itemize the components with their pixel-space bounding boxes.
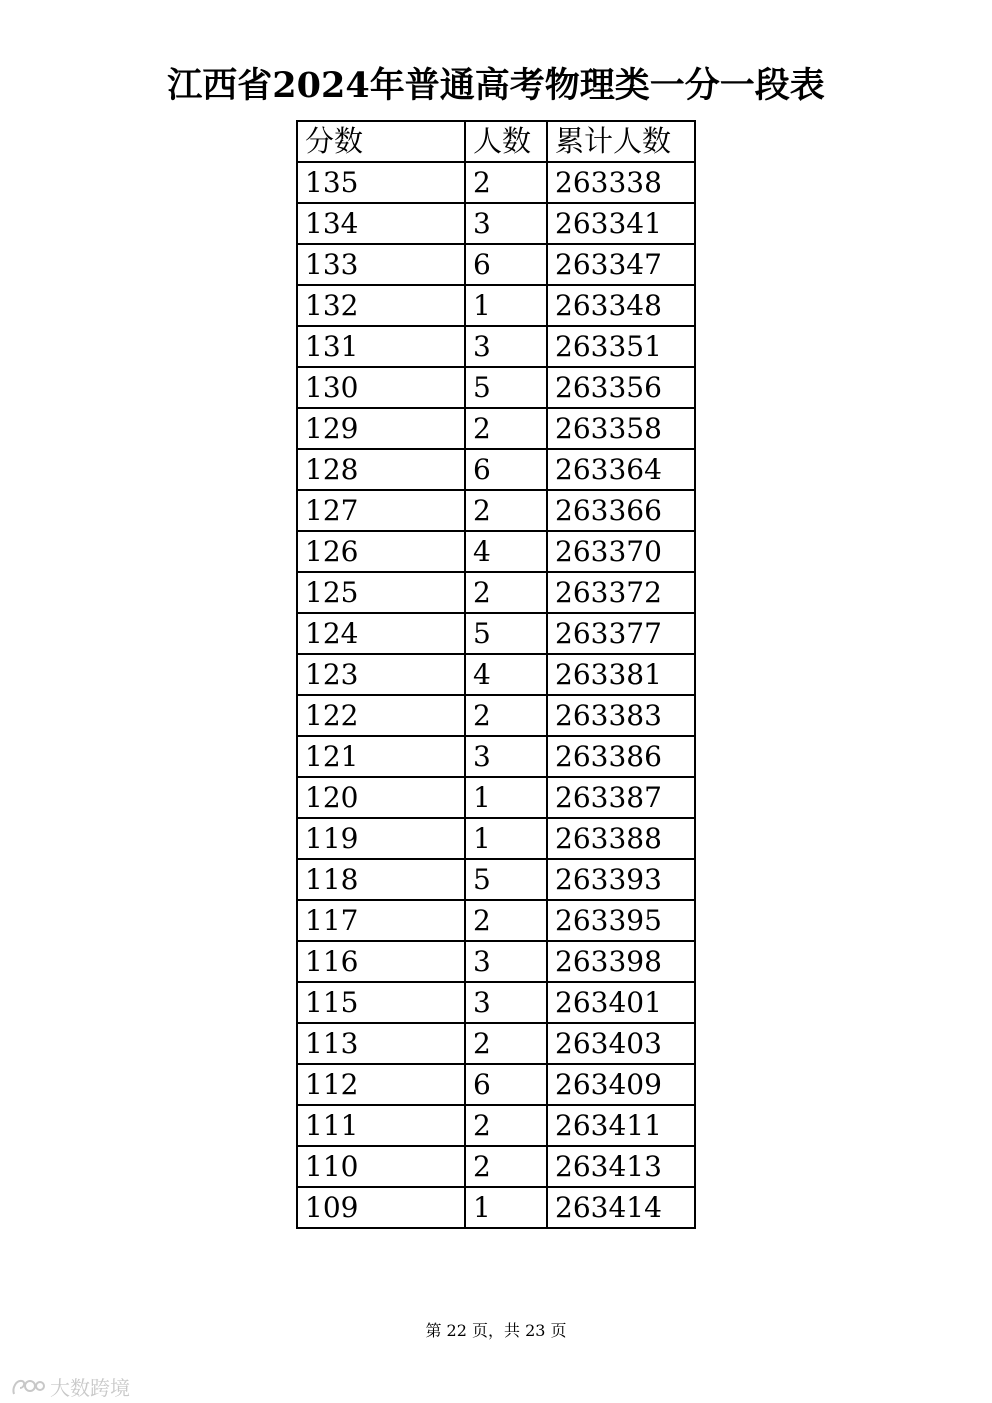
table-row — [297, 777, 695, 818]
cell-cumulative: 263386 — [547, 736, 695, 777]
cell-count: 6 — [465, 1064, 547, 1105]
table-row — [297, 1187, 695, 1228]
cell-count: 5 — [465, 859, 547, 900]
cell-score: 115 — [297, 982, 465, 1023]
header-score: 分数 — [297, 121, 465, 162]
cell-score: 109 — [297, 1187, 465, 1228]
cell-cumulative: 263388 — [547, 818, 695, 859]
watermark — [10, 1372, 130, 1401]
table-row — [297, 1105, 695, 1146]
cell-cumulative: 263401 — [547, 982, 695, 1023]
cell-score: 120 — [297, 777, 465, 818]
cell-count: 2 — [465, 900, 547, 941]
cell-score: 132 — [297, 285, 465, 326]
cell-score: 134 — [297, 203, 465, 244]
cell-cumulative: 263377 — [547, 613, 695, 654]
table-row — [297, 859, 695, 900]
cell-count: 6 — [465, 244, 547, 285]
cell-count: 2 — [465, 1105, 547, 1146]
cell-count: 4 — [465, 531, 547, 572]
header-count: 人数 — [465, 121, 547, 162]
cell-count: 1 — [465, 285, 547, 326]
cell-score: 123 — [297, 654, 465, 695]
cell-cumulative: 263372 — [547, 572, 695, 613]
page-number-footer: 第 22 页，共 23 页 — [425, 1321, 567, 1340]
cell-cumulative: 263387 — [547, 777, 695, 818]
cell-count: 2 — [465, 490, 547, 531]
table-row — [297, 490, 695, 531]
table-row — [297, 654, 695, 695]
cell-score: 125 — [297, 572, 465, 613]
page-title: 江西省2024年普通高考物理类一分一段表 — [167, 65, 825, 106]
table-row — [297, 244, 695, 285]
cell-score: 112 — [297, 1064, 465, 1105]
table-row — [297, 285, 695, 326]
cell-score: 129 — [297, 408, 465, 449]
cell-score: 133 — [297, 244, 465, 285]
table-header-row — [297, 121, 695, 162]
cell-score: 118 — [297, 859, 465, 900]
table-row — [297, 736, 695, 777]
table-body — [297, 162, 695, 1228]
table-row — [297, 818, 695, 859]
table-row — [297, 900, 695, 941]
table-row — [297, 1064, 695, 1105]
cell-score: 116 — [297, 941, 465, 982]
cell-cumulative: 263370 — [547, 531, 695, 572]
cell-score: 135 — [297, 162, 465, 203]
table-row — [297, 162, 695, 203]
cell-cumulative: 263413 — [547, 1146, 695, 1187]
cell-count: 2 — [465, 162, 547, 203]
table-row — [297, 613, 695, 654]
cell-count: 3 — [465, 736, 547, 777]
cell-score: 130 — [297, 367, 465, 408]
header-cumulative: 累计人数 — [547, 121, 695, 162]
table-row — [297, 1023, 695, 1064]
cell-cumulative: 263341 — [547, 203, 695, 244]
cell-cumulative: 263393 — [547, 859, 695, 900]
watermark-logo-icon — [10, 1376, 46, 1398]
cell-score: 126 — [297, 531, 465, 572]
cell-count: 2 — [465, 572, 547, 613]
cell-score: 131 — [297, 326, 465, 367]
cell-cumulative: 263358 — [547, 408, 695, 449]
cell-count: 2 — [465, 408, 547, 449]
table-row — [297, 408, 695, 449]
cell-cumulative: 263414 — [547, 1187, 695, 1228]
cell-cumulative: 263351 — [547, 326, 695, 367]
cell-score: 121 — [297, 736, 465, 777]
cell-count: 3 — [465, 326, 547, 367]
cell-cumulative: 263411 — [547, 1105, 695, 1146]
cell-cumulative: 263383 — [547, 695, 695, 736]
cell-score: 113 — [297, 1023, 465, 1064]
cell-count: 2 — [465, 1023, 547, 1064]
table-row — [297, 203, 695, 244]
table-row — [297, 572, 695, 613]
cell-score: 111 — [297, 1105, 465, 1146]
cell-count: 3 — [465, 203, 547, 244]
cell-count: 1 — [465, 777, 547, 818]
cell-count: 2 — [465, 695, 547, 736]
cell-cumulative: 263347 — [547, 244, 695, 285]
cell-cumulative: 263348 — [547, 285, 695, 326]
cell-score: 128 — [297, 449, 465, 490]
table-row — [297, 449, 695, 490]
table-row — [297, 695, 695, 736]
cell-count: 2 — [465, 1146, 547, 1187]
cell-cumulative: 263338 — [547, 162, 695, 203]
cell-cumulative: 263395 — [547, 900, 695, 941]
cell-score: 119 — [297, 818, 465, 859]
score-distribution-table — [296, 120, 696, 1229]
table-row — [297, 941, 695, 982]
cell-cumulative: 263403 — [547, 1023, 695, 1064]
cell-count: 4 — [465, 654, 547, 695]
cell-score: 117 — [297, 900, 465, 941]
table-row — [297, 982, 695, 1023]
table-row — [297, 531, 695, 572]
cell-cumulative: 263366 — [547, 490, 695, 531]
cell-cumulative: 263409 — [547, 1064, 695, 1105]
cell-count: 5 — [465, 613, 547, 654]
cell-count: 5 — [465, 367, 547, 408]
cell-cumulative: 263398 — [547, 941, 695, 982]
cell-score: 122 — [297, 695, 465, 736]
cell-cumulative: 263364 — [547, 449, 695, 490]
cell-cumulative: 263381 — [547, 654, 695, 695]
cell-score: 110 — [297, 1146, 465, 1187]
cell-count: 6 — [465, 449, 547, 490]
cell-score: 124 — [297, 613, 465, 654]
table-row — [297, 326, 695, 367]
table-row — [297, 367, 695, 408]
cell-count: 3 — [465, 982, 547, 1023]
cell-cumulative: 263356 — [547, 367, 695, 408]
cell-score: 127 — [297, 490, 465, 531]
table-row — [297, 1146, 695, 1187]
cell-count: 3 — [465, 941, 547, 982]
cell-count: 1 — [465, 1187, 547, 1228]
watermark-text: 大数跨境 — [50, 1376, 130, 1400]
cell-count: 1 — [465, 818, 547, 859]
